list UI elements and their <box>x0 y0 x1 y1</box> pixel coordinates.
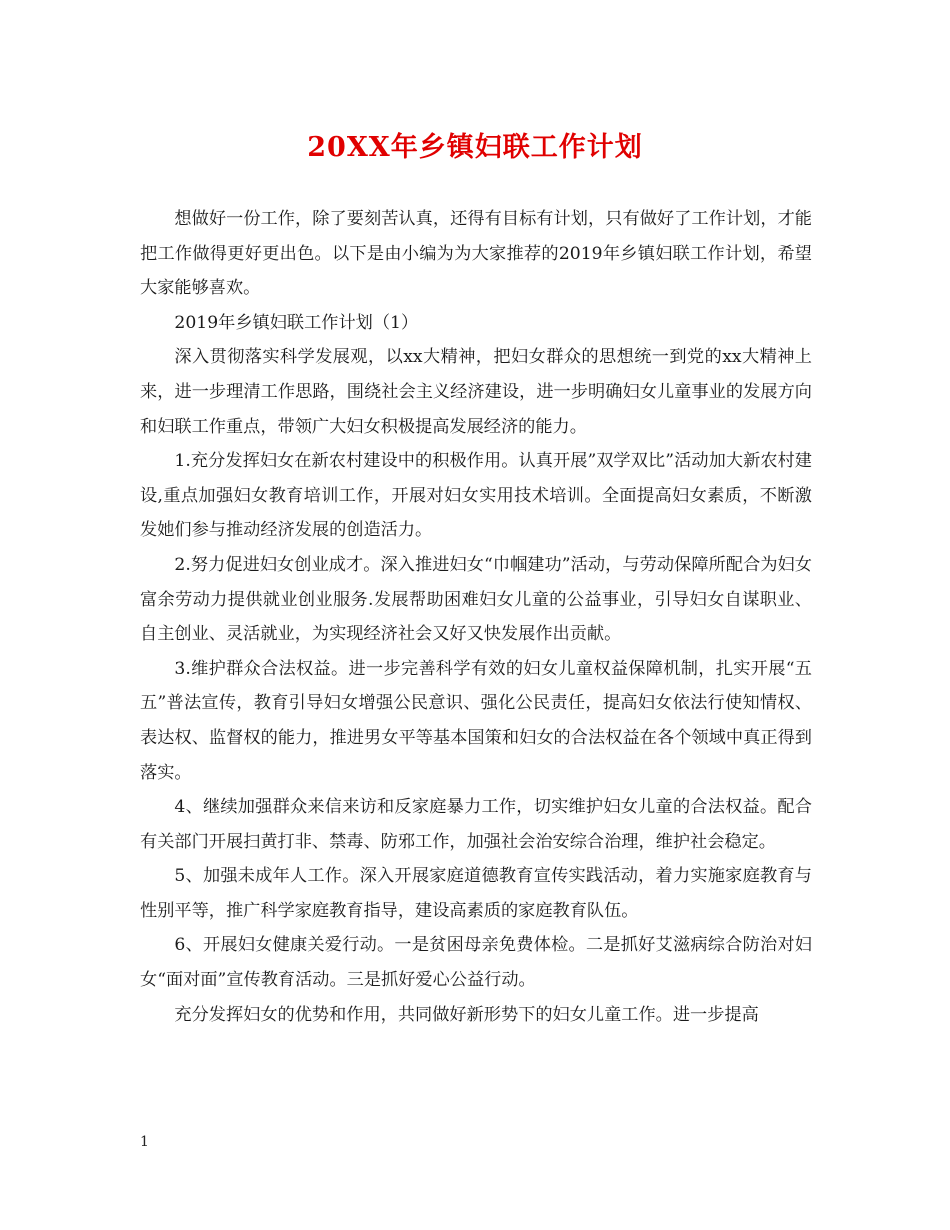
paragraph-overview: 深入贯彻落实科学发展观，以xx大精神，把妇女群众的思想统一到党的xx大精神上来，进一步理清工作思路，围绕社会主义经济建设，进一步明确妇女儿童事业的发展方向和妇联工作重点，带领广大妇女积极提高发展经济的能力。 <box>140 347 812 437</box>
paragraph-item-5: 5、加强未成年人工作。深入开展家庭道德教育宣传实践活动，着力实施家庭教育与性别平等，推广科学家庭教育指导，建设高素质的家庭教育队伍。 <box>140 866 812 921</box>
paragraph-intro: 想做好一份工作，除了要刻苦认真，还得有目标有计划，只有做好了工作计划，才能把工作做得更好更出色。以下是由小编为为大家推荐的2019年乡镇妇联工作计划，希望大家能够喜欢。 <box>140 209 812 299</box>
paragraph-closing: 充分发挥妇女的优势和作用，共同做好新形势下的妇女儿童工作。进一步提高 <box>174 1004 759 1025</box>
paragraph-item-4: 4、继续加强群众来信来访和反家庭暴力工作，切实维护妇女儿童的合法权益。配合有关部门开展扫黄打非、禁毒、防邪工作，加强社会治安综合治理，维护社会稳定。 <box>140 797 812 852</box>
paragraph-item-6: 6、开展妇女健康关爱行动。一是贫困母亲免费体检。二是抓好艾滋病综合防治对妇女“面对面”宣传教育活动。三是抓好爱心公益行动。 <box>140 935 812 991</box>
paragraph-item-2: 2.努力促进妇女创业成才。深入推进妇女“巾帼建功”活动，与劳动保障所配合为妇女富余劳动力提供就业创业服务.发展帮助困难妇女儿童的公益事业，引导妇女自谋职业、自主创业、灵活就业，为实现经济社会又好又快发展作出贡献。 <box>140 554 812 645</box>
paragraph-item-3: 3.维护群众合法权益。进一步完善科学有效的妇女儿童权益保障机制，扎实开展“五五”普法宣传，教育引导妇女增强公民意识、强化公民责任，提高妇女依法行使知情权、表达权、监督权的能力，推进男女平等基本国策和妇女的合法权益在各个领域中真正得到落实。 <box>140 658 812 783</box>
document-title: 20XX年乡镇妇联工作计划 <box>307 132 643 163</box>
paragraph-item-1: 1.充分发挥妇女在新农村建设中的积极作用。认真开展”双学双比”活动加大新农村建设,重点加强妇女教育培训工作，开展对妇女实用技术培训。全面提高妇女素质，不断激发她们参与推动经济发展的创造活力。 <box>140 451 812 541</box>
page-number: 1 <box>140 1134 149 1150</box>
document-body <box>140 202 812 1032</box>
paragraph-section-heading: 2019年乡镇妇联工作计划（1） <box>174 312 419 333</box>
